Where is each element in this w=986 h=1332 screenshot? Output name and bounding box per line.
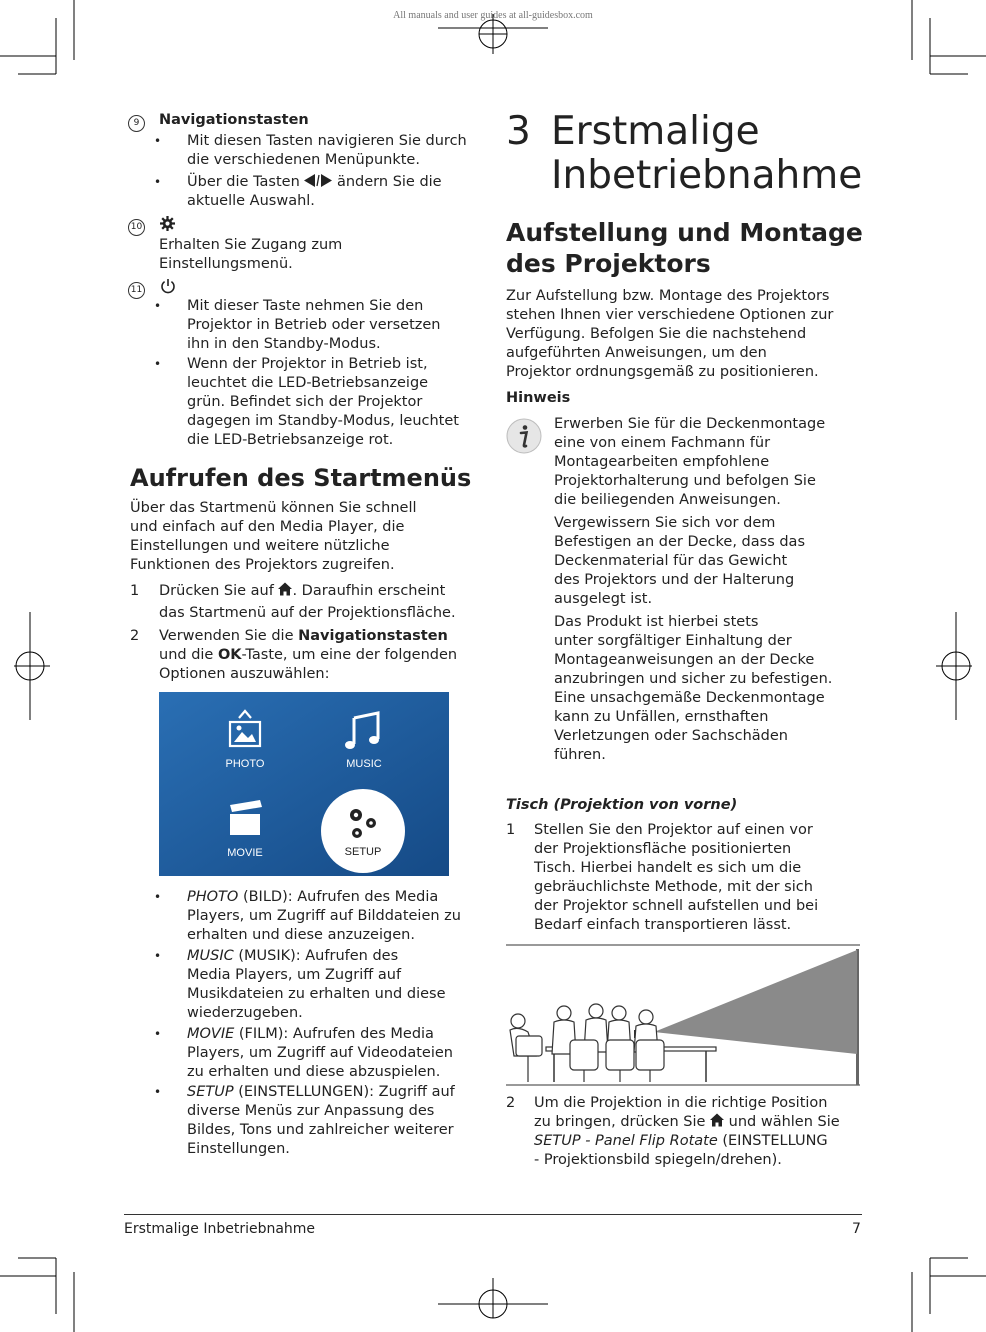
note-3: Das Produkt ist hierbei stets unter sorgfältiger Einhaltung der Montageanweisungen an der Decke anzubringen und sicher zu befestigen. Eine unsachgemäße Deckenmontage kann zu Unfällen, ernsthaften Verletzungen oder Sachschäden führen.	[554, 614, 833, 763]
item-11-number: 11	[128, 282, 145, 299]
item-11-bullet-2: Wenn der Projektor in Betrieb ist, leuchtet die LED-Betriebsanzeige grün. Befindet sich der Projektor dagegen im Standby-Modus, leuchtet die LED-Betriebsanzeige rot.	[187, 356, 459, 448]
hinweis-label: Hinweis	[506, 390, 571, 406]
startmenu-step-2-number: 2	[130, 628, 140, 644]
music-label: MUSIC	[346, 758, 382, 770]
footer-title: Erstmalige Inbetriebnahme	[124, 1221, 316, 1237]
option-music: MUSIC (MUSIK): Aufrufen des Media Players, um Zugriff auf Musikdateien zu erhalten und diese wiederzugeben.	[187, 948, 446, 1021]
home-icon	[710, 1113, 724, 1127]
movie-label: MOVIE	[227, 847, 263, 859]
left-right-arrows-icon	[304, 174, 332, 187]
page-number: 7	[852, 1221, 861, 1237]
startmenu-heading: Aufrufen des Startmenüs	[130, 464, 472, 492]
chapter-number: 3	[506, 109, 531, 154]
item-10-text: Erhalten Sie Zugang zum Einstellungsmenü.	[159, 237, 343, 272]
photo-label: PHOTO	[225, 758, 265, 770]
setup-label: SETUP	[344, 846, 382, 858]
startmenu-step-1-number: 1	[130, 583, 140, 599]
option-setup: SETUP (EINSTELLUNGEN): Zugriff auf diverse Menüs zur Anpassung des Bildes, Tons und zahlreicher weiterer Einstellungen.	[187, 1084, 455, 1157]
note-1: Erwerben Sie für die Deckenmontage eine von einem Fachmann für Montagearbeiten empfohlene Projektorhalterung und befolgen Sie die beiliegenden Anweisungen.	[554, 416, 826, 508]
item-9-bullet-1: Mit diesen Tasten navigieren Sie durch	[187, 133, 467, 149]
setup-tile[interactable]	[321, 789, 405, 873]
table-front-subheading: Tisch (Projektion von vorne)	[506, 797, 738, 813]
start-menu-screenshot	[159, 692, 449, 876]
startmenu-intro: Über das Startmenü können Sie schnell und einfach auf den Media Player, die Einstellungen und weitere nützliche Funktionen des Projektors zugreifen.	[130, 500, 417, 573]
item-11-bullet-1: Mit dieser Taste nehmen Sie den Projektor in Betrieb oder versetzen ihn in den Standby-Modus.	[187, 298, 441, 352]
table-step-1-number: 1	[506, 822, 516, 838]
item-9-bullet-2: Über die Tasten ändern Sie die aktuelle Auswahl.	[187, 174, 442, 209]
power-icon	[160, 278, 176, 294]
table-projection-illustration	[506, 944, 860, 1086]
option-movie: MOVIE (FILM): Aufrufen des Media Players, um Zugriff auf Videodateien zu erhalten und diese abzuspielen.	[187, 1026, 453, 1080]
section-intro: Zur Aufstellung bzw. Montage des Projektors stehen Ihnen vier verschiedene Optionen zur Verfügung. Befolgen Sie die nachstehend aufgeführten Anweisungen, um den Projektor ordnungsgemäß zu positionieren.	[506, 288, 834, 380]
option-photo: PHOTO (BILD): Aufrufen des Media Players, um Zugriff auf Bilddateien zu erhalten und diese anzuzeigen.	[187, 889, 461, 943]
footer-rule	[124, 1214, 862, 1215]
table-step-2: Um die Projektion in die richtige Position zu bringen, drücken Sie und wählen Sie SETUP - Panel Flip Rotate (EINSTELLUNG - Projektionsbild spiegeln/drehen).	[534, 1095, 840, 1168]
table-step-1: Stellen Sie den Projektor auf einen vor der Projektionsfläche positionierten Tisch. Hierbei handelt es sich um die gebräuchlichste Methode, mit der sich der Projektor schnell aufstellen und bei Bedarf einfach transportieren lässt.	[534, 822, 819, 933]
watermark: All manuals and user guides at all-guidesbox.com	[393, 10, 593, 21]
info-icon	[506, 418, 542, 454]
gear-icon	[160, 216, 175, 231]
startmenu-step-1: Drücken Sie auf . Daraufhin erscheint das Startmenü auf der Projektionsfläche.	[159, 583, 456, 621]
home-icon	[278, 582, 292, 596]
startmenu-step-2: Verwenden Sie die Navigationstasten und die OK-Taste, um eine der folgenden Optionen auszuwählen:	[159, 628, 458, 682]
section-heading: Aufstellung und Montage des Projektors	[506, 218, 863, 278]
table-step-2-number: 2	[506, 1095, 516, 1111]
item-9-title: Navigationstasten	[159, 112, 309, 128]
item-9-number: 9	[128, 115, 145, 132]
item-10-number: 10	[128, 219, 145, 236]
chapter-title: Erstmalige Inbetriebnahme	[551, 109, 863, 198]
note-2: Vergewissern Sie sich vor dem Befestigen an der Decke, dass das Deckenmaterial für das Gewicht des Projektors und der Halterung ausgelegt ist.	[554, 515, 805, 607]
